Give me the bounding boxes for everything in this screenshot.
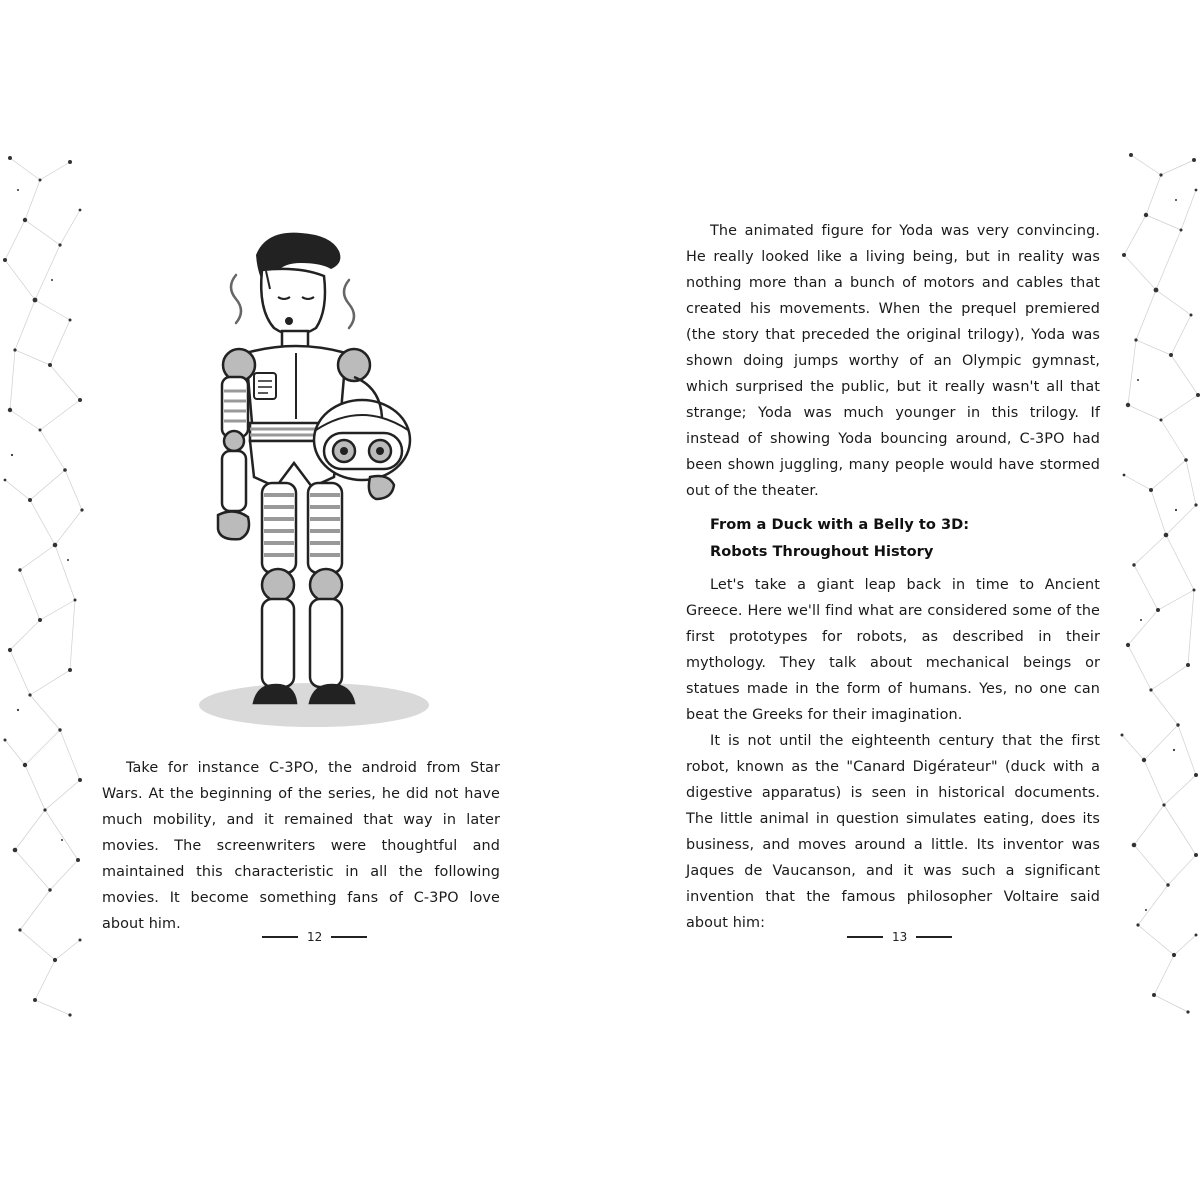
- page-number: 12: [307, 930, 323, 944]
- page-number: 13: [892, 930, 908, 944]
- right-body-text-bottom: [686, 572, 1100, 936]
- right-page-number: [847, 930, 952, 944]
- heading-line-2: Robots Throughout History: [710, 543, 934, 560]
- paragraph-yoda: The animated figure for Yoda was very convincing. He really looked like a living being, but in reality was nothing more than a bunch of motors and cables that created his movements. When the prequel premiered (the story that preceded the original trilogy), Yoda was shown doing jumps worthy of an Olympic gymnast, which surprised the public, but it really wasn't all that strange; Yoda was much younger in this trilogy. If instead of showing Yoda bouncing around, C-3PO had been shown juggling, many people would have stormed out of the theater.: [686, 223, 1100, 499]
- folio-rule: [916, 936, 952, 938]
- left-constellation-edge: [0, 150, 84, 1020]
- left-page: [84, 150, 600, 1020]
- paragraph-canard: It is not until the eighteenth century that the first robot, known as the "Canard Digérateur" (duck with a digestive apparatus) is seen in historical documents. The little animal in question simulates eating, does its business, and moves around a little. Its inventor was Jaques de Vaucanson, and it was such a significant invention that the famous philosopher Voltaire said about him:: [686, 733, 1100, 931]
- right-constellation-edge: [1116, 150, 1200, 1020]
- right-page: [600, 150, 1116, 1020]
- heading-line-1: From a Duck with a Belly to 3D:: [710, 516, 970, 533]
- folio-rule: [847, 936, 883, 938]
- right-body-text-top: [686, 218, 1100, 504]
- folio-rule: [331, 936, 367, 938]
- paragraph-greece: Let's take a giant leap back in time to Ancient Greece. Here we'll find what are considered some of the first prototypes for robots, as described in their mythology. They talk about mechanical beings or statues made in the form of humans. Yes, no one can beat the Greeks for their imagination.: [686, 577, 1100, 723]
- paragraph-c3po: Take for instance C-3PO, the android from Star Wars. At the beginning of the series, he did not have much mobility, and it remained that way in later movies. The screenwriters were thoughtful and maintained this characteristic in all the following movies. It become something fans of C-3PO love about him.: [102, 760, 500, 932]
- left-page-number: [262, 930, 367, 944]
- robot-illustration: [184, 225, 444, 735]
- section-heading: [710, 511, 1070, 565]
- left-body-text: [102, 755, 500, 937]
- folio-rule: [262, 936, 298, 938]
- book-spread: [0, 150, 1200, 1020]
